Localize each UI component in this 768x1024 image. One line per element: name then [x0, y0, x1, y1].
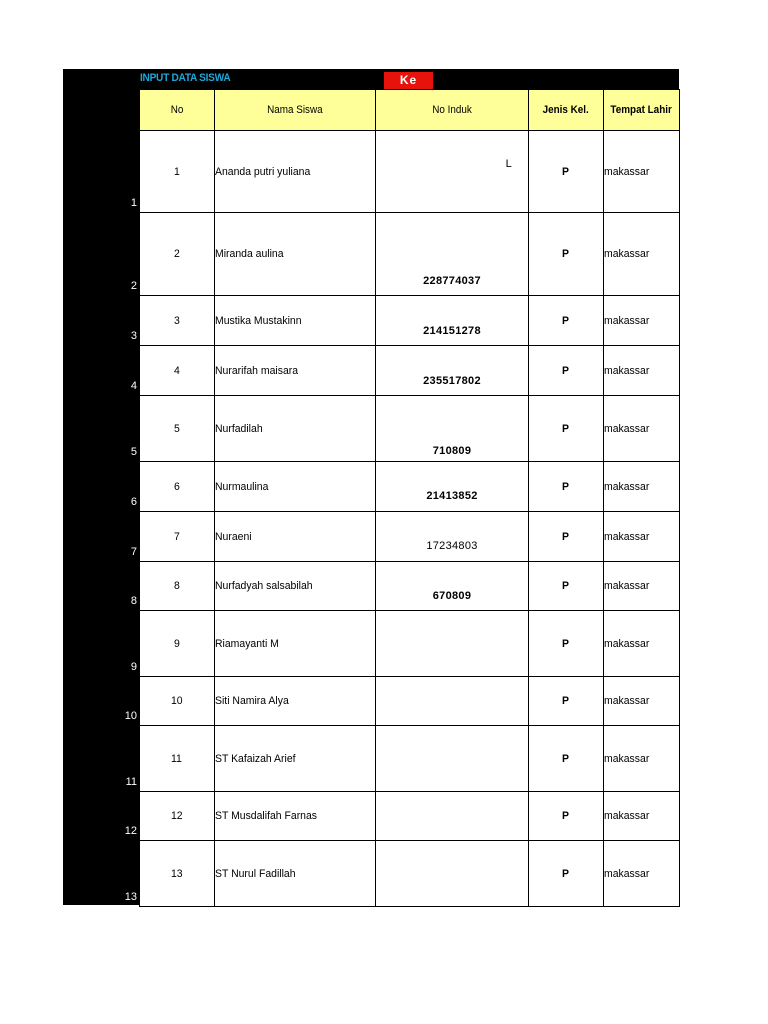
col-header-jk: Jenis Kel. [529, 90, 604, 131]
cell-nama[interactable] [215, 611, 376, 677]
sheet-title: INPUT DATA SISWA [140, 72, 231, 84]
cell-induk[interactable] [376, 726, 529, 792]
table-row [140, 462, 680, 512]
cell-no[interactable] [140, 841, 215, 907]
cell-tl-value: makassar [604, 165, 650, 178]
cell-tl-value: makassar [604, 530, 650, 543]
cell-nama[interactable] [215, 726, 376, 792]
cell-no-value: 5 [173, 422, 180, 435]
cell-tl[interactable] [604, 677, 680, 726]
cell-tl-value: makassar [604, 637, 650, 650]
cell-jk-value: P [562, 480, 570, 493]
cell-no-value: 2 [173, 248, 180, 260]
cell-jk-value: P [562, 810, 570, 822]
cell-tl[interactable] [604, 792, 680, 841]
cell-jk-value: P [562, 580, 570, 592]
col-header-no: No [140, 90, 215, 131]
cell-jk-value: P [562, 422, 570, 435]
cell-tl[interactable] [604, 131, 680, 213]
row-number: 9 [130, 661, 137, 673]
cell-nama-value: Siti Namira Alya [215, 695, 289, 707]
table-row [140, 792, 680, 841]
cell-jk-value: P [562, 867, 570, 880]
cell-jk-value: P [562, 364, 570, 377]
cell-nama-value: Riamayanti M [215, 637, 279, 650]
cell-nama-value: Nurmaulina [215, 480, 269, 493]
cell-no[interactable] [140, 792, 215, 841]
cell-jk-value: P [562, 530, 570, 543]
cell-no[interactable] [140, 213, 215, 296]
cell-nama-value: Nuraeni [215, 530, 252, 543]
cell-tl-value: makassar [604, 810, 650, 822]
cell-induk-value: 21413852 [426, 490, 478, 502]
cell-induk[interactable] [376, 396, 529, 462]
cell-nama-value: Nurfadyah salsabilah [215, 580, 313, 592]
cell-jk[interactable] [529, 611, 604, 677]
cell-induk-value: 710809 [432, 445, 472, 457]
table-row [140, 396, 680, 462]
row-number: 3 [130, 330, 137, 342]
cell-nama-value: Mustika Mustakinn [215, 314, 302, 327]
cell-induk[interactable] [376, 512, 529, 562]
cell-tl[interactable] [604, 296, 680, 346]
cell-no-value: 11 [171, 752, 183, 765]
cell-jk-value: P [562, 165, 570, 178]
cell-tl-value: makassar [604, 314, 650, 327]
cell-nama[interactable] [215, 346, 376, 396]
cell-nama-value: Miranda aulina [215, 248, 284, 260]
cell-tl[interactable] [604, 396, 680, 462]
cell-tl[interactable] [604, 346, 680, 396]
cell-no[interactable] [140, 346, 215, 396]
cell-jk-value: P [562, 752, 570, 765]
table-row [140, 562, 680, 611]
col-header-nama: Nama Siswa [215, 90, 376, 131]
table-row [140, 346, 680, 396]
table-row [140, 611, 680, 677]
cell-jk-value: P [562, 637, 570, 650]
cell-jk-value: P [562, 314, 570, 327]
cell-nama[interactable] [215, 841, 376, 907]
col-header-tl: Tempat Lahir [604, 90, 680, 131]
cell-tl[interactable] [604, 611, 680, 677]
col-header-induk: No Induk [376, 90, 529, 131]
cell-tl-value: makassar [604, 580, 650, 592]
cell-tl[interactable] [604, 726, 680, 792]
cell-tl[interactable] [604, 841, 680, 907]
table-row [140, 841, 680, 907]
cell-nama-value: Nurarifah maisara [215, 364, 299, 377]
table-row [140, 512, 680, 562]
cell-no[interactable] [140, 131, 215, 213]
cell-jk[interactable] [529, 296, 604, 346]
cell-induk-value: 228774037 [423, 275, 481, 287]
cell-tl-value: makassar [604, 248, 650, 260]
cell-no[interactable] [140, 611, 215, 677]
row-number: 4 [130, 380, 137, 392]
cell-induk[interactable] [376, 462, 529, 512]
cell-nama[interactable] [215, 792, 376, 841]
cell-jk-value: P [562, 695, 570, 707]
cell-nama[interactable] [215, 512, 376, 562]
cell-nama-value: ST Musdalifah Farnas [215, 810, 318, 822]
cell-tl-value: makassar [604, 480, 650, 493]
cell-no-value: 9 [173, 637, 180, 650]
cell-jk[interactable] [529, 562, 604, 611]
cell-induk[interactable] [376, 611, 529, 677]
cell-jk[interactable] [529, 792, 604, 841]
cell-no[interactable] [140, 562, 215, 611]
cell-no[interactable] [140, 512, 215, 562]
cell-induk[interactable] [376, 792, 529, 841]
cell-no[interactable] [140, 726, 215, 792]
cell-nama[interactable] [215, 296, 376, 346]
table-row [140, 213, 680, 296]
row-number: 12 [124, 825, 137, 837]
cell-induk-value: 214151278 [423, 325, 481, 337]
cell-no[interactable] [140, 462, 215, 512]
cell-nama[interactable] [215, 562, 376, 611]
cell-no[interactable] [140, 677, 215, 726]
cell-induk[interactable] [376, 677, 529, 726]
header-row [140, 90, 680, 131]
table-row [140, 131, 680, 213]
cell-nama[interactable] [215, 396, 376, 462]
cell-no-value: 8 [173, 580, 180, 592]
row-number: 11 [125, 776, 137, 788]
cell-no-value: 7 [173, 530, 180, 543]
cell-jk-value: P [562, 248, 570, 260]
row-number: 13 [124, 891, 137, 903]
table-row [140, 296, 680, 346]
cell-no-value: 4 [173, 364, 180, 377]
cell-tl-value: makassar [604, 695, 650, 707]
row-number: 2 [130, 280, 137, 292]
cell-no-value: 3 [173, 314, 180, 327]
cell-jk[interactable] [529, 841, 604, 907]
cell-nama-value: ST Kafaizah Arief [215, 752, 296, 765]
cell-jk[interactable] [529, 396, 604, 462]
cell-no-value: 1 [173, 165, 180, 178]
row-number: 8 [130, 595, 137, 607]
cell-tl-value: makassar [604, 364, 650, 377]
cell-no-value: 10 [170, 695, 183, 707]
cell-tl[interactable] [604, 213, 680, 296]
cell-induk[interactable] [376, 131, 529, 213]
cell-nama-value: Nurfadilah [215, 422, 263, 435]
cell-nama[interactable] [215, 677, 376, 726]
cell-jk[interactable] [529, 512, 604, 562]
cell-induk[interactable] [376, 213, 529, 296]
cell-tl[interactable] [604, 562, 680, 611]
cell-jk[interactable] [529, 131, 604, 213]
cell-induk-value: 17234803 [426, 540, 478, 552]
cell-induk-value: L [505, 158, 512, 170]
table-row [140, 677, 680, 726]
cell-nama-value: Ananda putri yuliana [215, 165, 311, 178]
cell-jk[interactable] [529, 346, 604, 396]
cell-tl-value: makassar [604, 422, 650, 435]
cell-no[interactable] [140, 396, 215, 462]
cell-jk[interactable] [529, 213, 604, 296]
cell-induk-value: 235517802 [423, 375, 481, 387]
row-number: 1 [130, 197, 137, 209]
cell-tl-value: makassar [604, 867, 650, 880]
cell-tl[interactable] [604, 462, 680, 512]
cell-nama-value: ST Nurul Fadillah [215, 867, 296, 880]
table-row [140, 726, 680, 792]
cell-tl[interactable] [604, 512, 680, 562]
cell-no-value: 12 [170, 810, 183, 822]
cell-induk[interactable] [376, 562, 529, 611]
cell-jk[interactable] [529, 677, 604, 726]
cell-jk[interactable] [529, 726, 604, 792]
cell-nama[interactable] [215, 131, 376, 213]
cell-induk[interactable] [376, 841, 529, 907]
row-number: 6 [130, 496, 137, 508]
spreadsheet [63, 69, 679, 905]
row-number: 5 [130, 446, 137, 458]
student-table [139, 89, 680, 907]
cell-jk[interactable] [529, 462, 604, 512]
row-number: 10 [124, 710, 137, 722]
cell-no-value: 6 [173, 480, 180, 493]
cell-nama[interactable] [215, 213, 376, 296]
cell-no-value: 13 [170, 867, 183, 880]
ke-menu-button[interactable]: Ke [384, 72, 433, 89]
cell-nama[interactable] [215, 462, 376, 512]
cell-induk[interactable] [376, 346, 529, 396]
cell-no[interactable] [140, 296, 215, 346]
cell-induk-value: 670809 [432, 590, 472, 602]
cell-tl-value: makassar [604, 752, 650, 765]
cell-induk[interactable] [376, 296, 529, 346]
row-number: 7 [130, 546, 137, 558]
